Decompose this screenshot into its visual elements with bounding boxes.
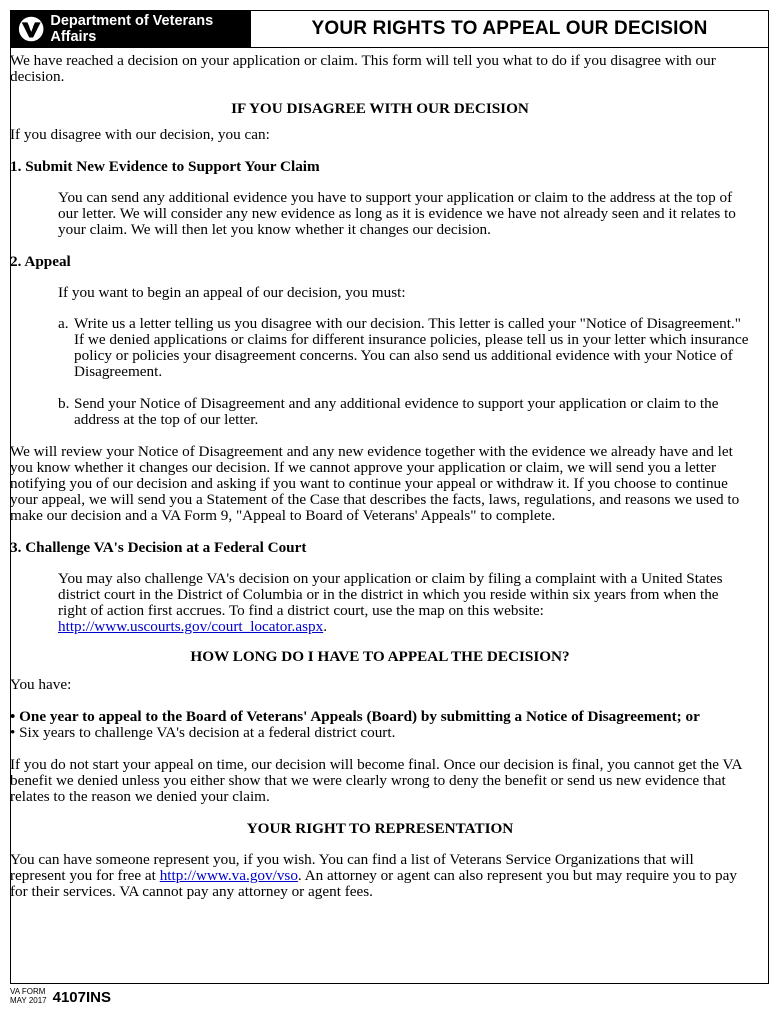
form-meta — [10, 987, 47, 1005]
step-b-marker: b. — [58, 395, 70, 412]
option3-text — [58, 571, 750, 635]
option3-title: 3. Challenge VA's Decision at a Federal Court — [10, 539, 307, 556]
option2-step-b — [58, 396, 750, 428]
step-a-marker: a. — [58, 315, 69, 332]
finality-text: If you do not start your appeal on time, our decision will become final. Once our decision is final, you cannot get the VA benefit we denied unless you either show that we were clearly wrong to deny the benefit or send us new evidence that relates to the reason we denied your claim. — [10, 756, 742, 805]
agency-banner — [11, 11, 251, 47]
court-locator-link[interactable]: http://www.uscourts.gov/court_locator.aspx — [58, 618, 324, 635]
option2-lead: If you want to begin an appeal of our decision, you must: — [58, 284, 406, 301]
step-b-text: Send your Notice of Disagreement and any additional evidence to support your application or claim to the address at the top of our letter. — [74, 395, 719, 428]
section-heading-representation: YOUR RIGHT TO REPRESENTATION — [246, 820, 514, 837]
agency-name: Department of Veterans Affairs — [50, 13, 214, 45]
deadline-bullet-court: • Six years to challenge VA's decision at a federal district court. — [10, 724, 396, 741]
review-text: We will review your Notice of Disagreement and any new evidence together with the evidence we already have and let you know whether it changes our decision. If we cannot approve your application or claim, we will send you a letter notifying you of our decision and asking if you want to continue your appeal or withdraw it. If you choose to continue your appeal, we will send you a Statement of the Case that describes the facts, laws, regulations, and reasons we used to make our decision and a VA Form 9, "Appeal to Board of Veterans' Appeals" to complete. — [10, 443, 740, 524]
form-date: MAY 2017 — [10, 996, 47, 1005]
form-body — [10, 53, 750, 900]
option3-body: You may also challenge VA's decision on your application or claim by filing a complaint with a United States district court in the District of Columbia or in the district in which you reside within six years from when the right of action first accrues. To find a district court, use the map on this website: — [58, 570, 723, 619]
section-heading-deadline: HOW LONG DO I HAVE TO APPEAL THE DECISION? — [190, 648, 570, 665]
deadline-lead: You have: — [10, 676, 72, 693]
representation-tail: . An attorney or agent can also represent you but may require you to pay for their services. VA cannot pay any attorney or agent fees. — [10, 867, 737, 900]
representation-body: You can have someone represent you, if you wish. You can find a list of Veterans Service Organizations that will represent you for free at — [10, 851, 694, 884]
representation-text — [10, 852, 750, 900]
option1-title: 1. Submit New Evidence to Support Your Claim — [10, 158, 320, 175]
option2-step-a — [58, 316, 750, 380]
form-label: VA FORM — [10, 987, 46, 996]
form-footer — [10, 986, 111, 1016]
va-seal-icon — [17, 15, 45, 43]
option3-suffix: . — [323, 618, 327, 635]
deadline-bullet-board: • One year to appeal to the Board of Veterans' Appeals (Board) by submitting a Notice of Disagreement; or — [10, 708, 700, 725]
disagree-lead: If you disagree with our decision, you can: — [10, 126, 270, 143]
vso-link[interactable]: http://www.va.gov/vso — [159, 867, 298, 884]
intro-text: We have reached a decision on your application or claim. This form will tell you what to do if you disagree with our decision. — [10, 52, 716, 85]
section-heading-disagree: IF YOU DISAGREE WITH OUR DECISION — [231, 100, 529, 117]
option2-title: 2. Appeal — [10, 253, 71, 270]
step-a-text: Write us a letter telling us you disagree with our decision. This letter is called your "Notice of Disagreement." If we denied applications or claims for different insurance policies, please tell us in your letter which insurance policy or policies your disagreement concerns. You can also send us additional evidence with your Notice of Disagreement. — [74, 315, 749, 380]
form-title: YOUR RIGHTS TO APPEAL OUR DECISION — [311, 18, 708, 39]
form-number: 4107INS — [52, 989, 111, 1006]
form-header — [11, 11, 768, 48]
option1-text: You can send any additional evidence you have to support your application or claim to the address at the top of our letter. We will consider any new evidence as long as it is evidence we have not already seen and it relates to your claim. We will then let you know whether it changes our decision. — [58, 189, 736, 238]
